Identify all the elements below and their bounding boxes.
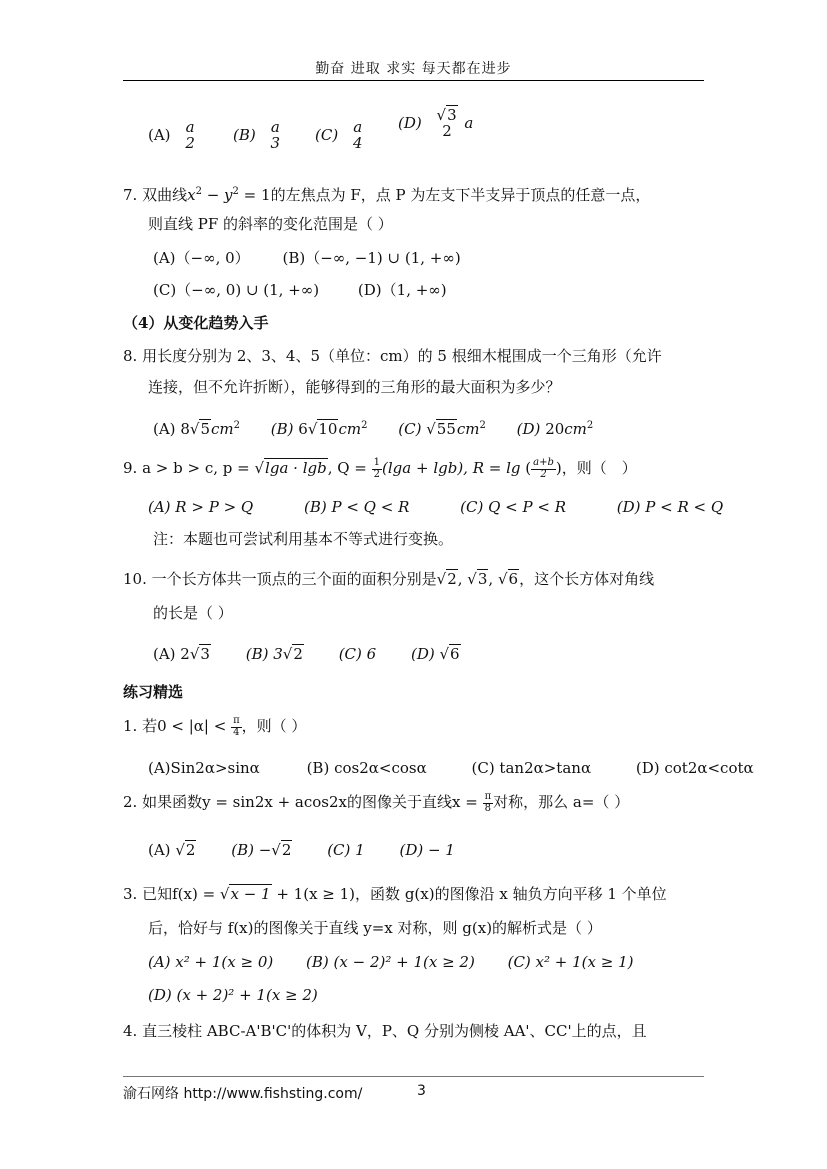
p3-options-row1 xyxy=(148,952,633,972)
q9-half-den: 2 xyxy=(373,468,381,480)
q7-options-row2 xyxy=(153,280,447,300)
q8-a-coef: 8 xyxy=(180,420,190,438)
p3-sqrt: √x − 1 xyxy=(219,885,271,903)
q10-text-a: 10. 一个长方体共一顶点的三个面的面积分别是 xyxy=(123,570,437,588)
q8-line2: 连接，但不允许折断），能够得到的三角形的最大面积为多少？ xyxy=(148,378,561,396)
q7-line2: 则直线 PF 的斜率的变化范围是（ ） xyxy=(148,215,393,233)
p2-a-label: (A) xyxy=(148,841,171,859)
q10-a-sqrt: √3 xyxy=(189,645,210,663)
p1-pi-den: 4 xyxy=(233,726,240,738)
q7-option-d: (D)（1, +∞) xyxy=(357,281,447,299)
p1-line1 xyxy=(123,716,306,740)
q10-option-b xyxy=(246,645,304,663)
q10-r3: 3 xyxy=(477,570,488,588)
q8-b-sqrt: √10 xyxy=(307,420,338,438)
p2-pi-num: π xyxy=(484,791,492,802)
p3-options-row2 xyxy=(148,985,318,1005)
q10-r2: 2 xyxy=(447,570,457,588)
p3-option-b: (B) (x − 2)² + 1(x ≥ 2) xyxy=(306,953,475,971)
q10-d-label: (D) xyxy=(410,645,435,663)
p2-suffix: 对称，那么 a=（ ） xyxy=(493,793,630,811)
q9-r-den: 2 xyxy=(540,468,547,480)
p1-option-b: (B) cos2α<cosα xyxy=(306,759,427,777)
q6-option-a-fraction xyxy=(183,120,197,152)
p1-prefix: 1. 若0 < |α| < xyxy=(123,717,232,735)
q9-r-fraction xyxy=(531,458,556,480)
q8-c-radicand: 55 xyxy=(436,420,456,438)
q9-r-num: a+b xyxy=(533,457,554,468)
q6-c-denominator: 4 xyxy=(352,133,363,152)
q8-a-unit-exp: 2 xyxy=(233,420,240,431)
q6-option-c-label: (C) xyxy=(315,125,339,144)
q6-option-d-fraction xyxy=(435,108,460,140)
footer-site: 渝石网络 http://www.fishsting.com/ xyxy=(123,1086,363,1102)
p3-text: ，函数 g(x)的图像沿 x 轴负方向平移 1 个单位 xyxy=(355,885,667,903)
page-number: 3 xyxy=(417,1083,426,1099)
q7-option-c: (C)（−∞, 0) ∪ (1, +∞) xyxy=(153,281,320,299)
q8-d-unit-exp: 2 xyxy=(586,420,594,431)
q8-c-sqrt: √55 xyxy=(426,420,456,438)
q9-options xyxy=(148,497,723,517)
q8-c-unit-exp: 2 xyxy=(479,420,486,431)
q8-c-label: (C) xyxy=(398,420,422,438)
p2-a-radicand: 2 xyxy=(185,841,196,859)
q6-option-d xyxy=(398,108,473,140)
q6-c-numerator: a xyxy=(353,118,363,136)
q7-eq-y: y xyxy=(224,186,233,204)
q8-d-unit: cm xyxy=(564,420,587,438)
q10-a-radicand: 3 xyxy=(200,645,210,663)
p2-pi-den: 8 xyxy=(484,802,492,814)
section-heading-practice: 练习精选 xyxy=(123,683,184,701)
q9-p-sqrt: √lga · lgb xyxy=(254,459,327,477)
q8-d-label: (D) xyxy=(516,420,541,438)
q10-b-radicand: 2 xyxy=(293,645,303,663)
q9-note: 注：本题也可尝试利用基本不等式进行变换。 xyxy=(153,530,454,548)
p1-option-a: (A)Sin2α>sinα xyxy=(148,759,260,777)
q6-a-denominator: 2 xyxy=(185,133,195,152)
q8-a-radicand: 5 xyxy=(200,420,210,438)
p3-line1 xyxy=(123,884,667,904)
q7-options-row1 xyxy=(153,248,461,268)
p2-options xyxy=(148,840,455,860)
q6-option-d-label: (D) xyxy=(398,113,422,132)
q7-exp-y: 2 xyxy=(232,186,239,197)
q7-text: 的左焦点为 F，点 P 为左支下半支异于顶点的任意一点， xyxy=(270,186,651,204)
p2-a-sqrt: √2 xyxy=(175,841,196,859)
footer-divider xyxy=(123,1076,704,1077)
q9-half-num: 1 xyxy=(373,457,381,468)
p2-line1 xyxy=(123,792,629,816)
q10-b-sqrt: √2 xyxy=(282,645,303,663)
p3-radicand: x − 1 xyxy=(230,885,271,903)
q9-suffix: ，则（ ） xyxy=(561,459,637,477)
q10-text-b: ，这个长方体对角线 xyxy=(519,570,655,588)
q10-sqrt3: √3 xyxy=(467,570,488,588)
q8-b-radicand: 10 xyxy=(318,420,338,438)
q8-option-a xyxy=(153,420,240,438)
q7-line1: 7. 双曲线$x^2 - y^2 = 1$的左焦点为 F，点 P 为左支下半支异于顶点的任意一点， xyxy=(123,186,651,204)
q10-option-d xyxy=(411,645,461,663)
q8-options xyxy=(153,416,593,439)
q8-d-value: 20 xyxy=(545,420,565,438)
q10-sqrt6: √6 xyxy=(497,570,519,588)
q7-number: 7. xyxy=(123,186,138,204)
q6-option-a-label: (A) xyxy=(148,125,171,144)
q10-options xyxy=(153,644,461,664)
p3-option-c: (C) x² + 1(x ≥ 1) xyxy=(507,953,634,971)
q8-option-b xyxy=(271,420,368,438)
q6-d-denominator: 2 xyxy=(442,121,452,140)
q6-option-a xyxy=(148,120,197,152)
q8-line1: 8. 用长度分别为 2、3、4、5（单位：cm）的 5 根细木棍围成一个三角形（允许 xyxy=(123,347,662,365)
p3-line2: 后，恰好与 f(x)的图像关于直线 y=x 对称，则 g(x)的解析式是（ ） xyxy=(148,919,602,937)
q10-r6: 6 xyxy=(508,570,519,588)
q10-option-a xyxy=(153,644,211,663)
q10-option-c: (C) 6 xyxy=(338,645,377,663)
q6-b-numerator: a xyxy=(270,118,280,136)
q6-d-sqrt: √3 xyxy=(436,106,457,124)
q6-option-b xyxy=(233,120,282,152)
q9-option-a: (A) R > P > Q xyxy=(148,498,254,516)
p2-option-b xyxy=(231,841,292,859)
q10-a-label: (A) 2 xyxy=(153,645,190,663)
q10-d-radicand: 6 xyxy=(450,645,460,663)
q7-eq-rhs: = 1 xyxy=(238,186,271,204)
q10-line2: 的长是（ ） xyxy=(153,604,233,622)
q7-exp-x: 2 xyxy=(195,186,202,197)
q8-option-c xyxy=(398,420,486,438)
q8-option-d xyxy=(517,420,594,438)
q7-option-b: (B)（−∞, −1) ∪ (1, +∞) xyxy=(282,249,461,267)
q9-p-radicand: lga · lgb xyxy=(265,459,327,477)
q10-line1: 10. 一个长方体共一顶点的三个面的面积分别是√2, √3, √6，这个长方体对角线 xyxy=(123,570,655,588)
p2-b-sqrt: √2 xyxy=(271,841,292,859)
q6-option-b-label: (B) xyxy=(233,125,256,144)
q7-eq-x: x xyxy=(187,186,196,204)
q6-d-tail: a xyxy=(464,113,474,132)
q9-q-part: , Q = xyxy=(327,459,372,477)
p2-option-a xyxy=(148,840,196,859)
p2-b-label: (B) − xyxy=(231,841,272,859)
q9-option-c: (C) Q < P < R xyxy=(460,498,566,516)
q8-c-unit: cm xyxy=(456,420,480,438)
q6-option-c-fraction xyxy=(351,120,365,152)
q9-option-d: (D) P < R < Q xyxy=(616,498,724,516)
p3-prefix: 3. 已知f(x) = xyxy=(123,885,220,903)
q9-option-b: (B) P < Q < R xyxy=(303,498,410,516)
q6-d-radicand: 3 xyxy=(447,106,457,124)
section-heading-trend: （4）从变化趋势入手 xyxy=(123,314,269,332)
p3-mid: + 1(x ≥ 1) xyxy=(271,885,356,903)
q8-a-sqrt: √5 xyxy=(189,420,210,438)
q7-option-a: (A)（−∞, 0） xyxy=(153,249,250,267)
p2-pi-fraction xyxy=(483,792,494,814)
p2-option-d: (D) − 1 xyxy=(399,841,455,859)
q8-b-coef: 6 xyxy=(298,420,308,438)
q6-option-b-fraction xyxy=(269,120,283,152)
p1-pi-fraction xyxy=(231,716,242,738)
p1-option-d: (D) cot2α<cotα xyxy=(635,759,754,777)
p1-suffix: ，则（ ） xyxy=(241,717,307,735)
q6-b-denominator: 3 xyxy=(270,133,281,152)
q8-a-unit: cm xyxy=(210,420,234,438)
p2-prefix: 2. 如果函数y = sin2x + acos2x的图像关于直线x = xyxy=(123,793,483,811)
q9-q-tail: (lga + lgb), R = lg xyxy=(382,459,521,477)
q9-half-fraction xyxy=(372,458,382,480)
q6-option-c xyxy=(315,120,365,152)
p4-line1: 4. 直三棱柱 ABC-A'B'C'的体积为 V，P、Q 分别为侧棱 AA'、CC'上的点，且 xyxy=(123,1022,647,1040)
p2-b-radicand: 2 xyxy=(281,841,292,859)
q9-line1: 9. a > b > c, p = √lga · lgb, Q = $\frac{1}{2}$ (lga + lgb), R = lg ( $\frac{a+b}{2}$ )，则（ ） xyxy=(123,457,637,480)
header-divider xyxy=(123,80,704,81)
q10-b-label: (B) 3 xyxy=(245,645,283,663)
q7-minus: − xyxy=(201,186,225,204)
q8-b-label: (B) xyxy=(270,420,294,438)
q8-b-unit: cm xyxy=(338,420,362,438)
q8-b-unit-exp: 2 xyxy=(361,420,368,431)
q8-a-label: (A) xyxy=(153,420,176,438)
p1-options xyxy=(148,758,754,778)
q10-sqrt2: √2 xyxy=(436,570,457,588)
p1-pi-num: π xyxy=(233,715,240,726)
q9-prefix: 9. a > b > c, p = xyxy=(123,459,255,477)
q6-a-numerator: a xyxy=(185,118,195,136)
p3-option-a: (A) x² + 1(x ≥ 0) xyxy=(148,953,274,971)
p2-option-c: (C) 1 xyxy=(327,841,365,859)
page-header-motto: 勤奋 进取 求实 每天都在进步 xyxy=(315,61,512,77)
q10-d-sqrt: √6 xyxy=(439,645,460,663)
p3-option-d: (D) (x + 2)² + 1(x ≥ 2) xyxy=(148,986,318,1004)
p1-option-c: (C) tan2α>tanα xyxy=(471,759,592,777)
